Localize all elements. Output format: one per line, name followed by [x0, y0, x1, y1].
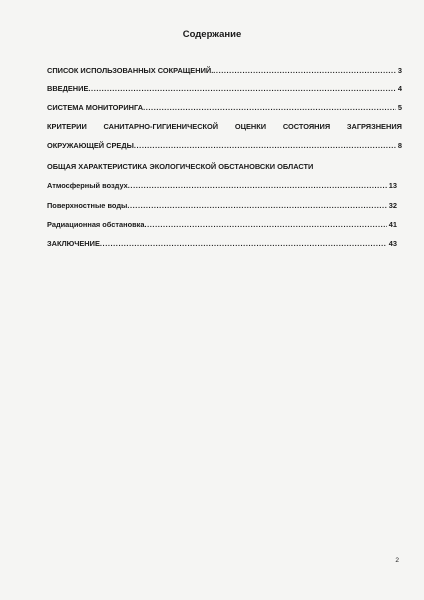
- dot-leader: [88, 84, 395, 94]
- toc-entry-label: ОКРУЖАЮЩЕЙ СРЕДЫ: [47, 141, 134, 150]
- toc-entry-conclusion[interactable]: [47, 239, 397, 249]
- dot-leader: [213, 66, 396, 76]
- toc-entry-surface-water[interactable]: [47, 201, 397, 211]
- toc-entry-page: 41: [388, 220, 397, 229]
- toc-entry-label: ОБЩАЯ ХАРАКТЕРИСТИКА ЭКОЛОГИЧЕСКОЙ ОБСТАНОВСКИ ОБЛАСТИ: [47, 162, 314, 171]
- page-number: 2: [395, 557, 399, 564]
- toc-entry-criteria-line1[interactable]: [47, 122, 402, 132]
- dot-leader: [100, 239, 387, 249]
- toc-entry-page: 32: [388, 201, 397, 210]
- toc-word: КРИТЕРИИ: [47, 122, 87, 131]
- toc-entry-page: 5: [397, 103, 402, 112]
- toc-entry-radiation[interactable]: [47, 220, 397, 230]
- toc-entry-label: Поверхностные воды: [47, 201, 128, 210]
- toc-word: ЗАГРЯЗНЕНИЯ: [346, 122, 402, 131]
- toc-word: ОЦЕНКИ: [234, 122, 267, 131]
- toc-entry-label: СИСТЕМА МОНИТОРИНГА: [47, 103, 144, 112]
- page-title: Содержание: [182, 29, 242, 40]
- toc-word: САНИТАРНО-ГИГИЕНИЧЕСКОЙ: [103, 122, 219, 131]
- toc-entry-criteria-line2[interactable]: [47, 141, 402, 151]
- toc-entry-abbreviations[interactable]: [47, 66, 402, 76]
- toc-entry-atmospheric-air[interactable]: [47, 181, 397, 191]
- dot-leader: [134, 141, 396, 151]
- dot-leader: [144, 220, 386, 230]
- dot-leader: [127, 201, 386, 211]
- toc-entry-page: 4: [397, 84, 402, 93]
- toc-word: СОСТОЯНИЯ: [282, 122, 331, 131]
- toc-entry-label: ЗАКЛЮЧЕНИЕ: [47, 239, 100, 248]
- dot-leader: [128, 181, 387, 191]
- toc-entry-label: Атмосферный воздух: [47, 181, 128, 190]
- toc-entry-page: 43: [388, 239, 397, 248]
- toc-entry-label: СПИСОК ИСПОЛЬЗОВАННЫХ СОКРАЩЕНИЙ.: [47, 66, 214, 75]
- toc-entry-introduction[interactable]: [47, 84, 402, 94]
- toc-entry-page: 3: [397, 66, 402, 75]
- toc-entry-monitoring-system[interactable]: [47, 103, 402, 113]
- toc-entry-page: 8: [397, 141, 402, 150]
- toc-entry-page: 13: [388, 181, 397, 190]
- toc-entry-general-characteristics[interactable]: [47, 162, 377, 172]
- toc-entry-label: ВВЕДЕНИЕ: [47, 84, 89, 93]
- toc-entry-label: Радиационная обстановка: [47, 220, 145, 229]
- dot-leader: [143, 103, 396, 113]
